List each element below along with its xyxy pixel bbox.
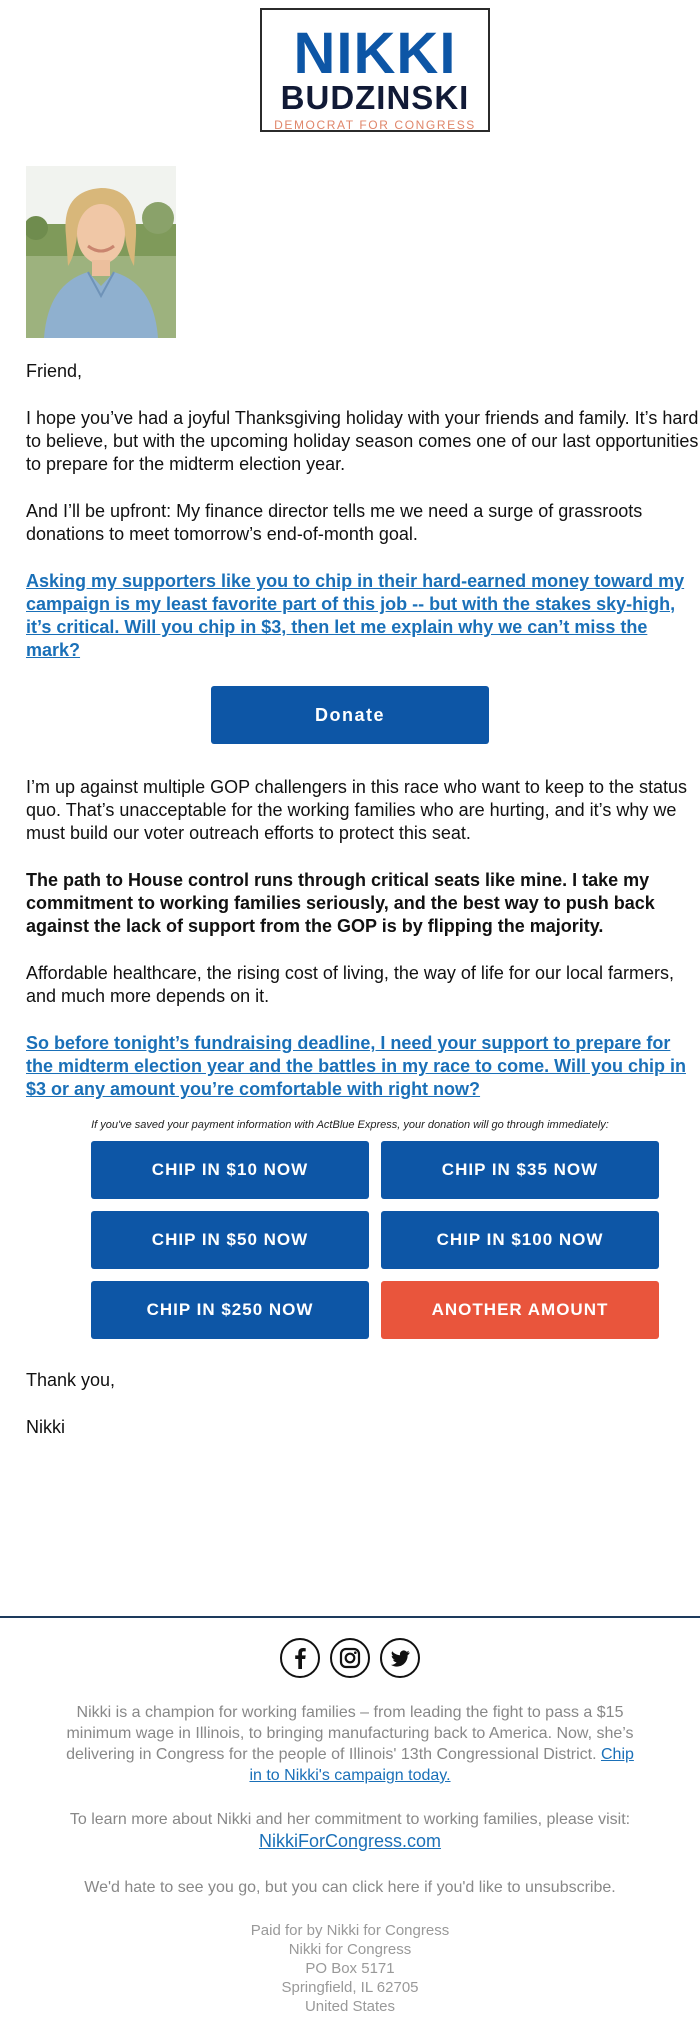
footer-learn-more (0, 1809, 700, 1853)
donate-button[interactable]: Donate (211, 686, 489, 744)
greeting: Friend, (26, 361, 83, 381)
twitter-icon[interactable] (380, 1638, 420, 1678)
logo-tagline: DEMOCRAT FOR CONGRESS (274, 118, 476, 132)
paragraph-healthcare: Affordable healthcare, the rising cost of living, the way of life for our local farmers, and much more depends on it. (26, 963, 674, 1006)
logo-first-name: NIKKI (293, 21, 457, 86)
paid-for-disclaimer (0, 1921, 700, 2016)
paid-for-line: Paid for by Nikki for Congress (250, 1922, 450, 1939)
footer (0, 1616, 700, 2029)
signoff-name: Nikki (26, 1417, 65, 1437)
logo-last-name: BUDZINSKI (280, 79, 470, 116)
city-line: Springfield, IL 62705 (281, 1979, 419, 1996)
another-amount-button[interactable]: ANOTHER AMOUNT (381, 1281, 659, 1339)
chip-50-button[interactable]: CHIP IN $50 NOW (91, 1211, 369, 1269)
po-box-line: PO Box 5171 (305, 1960, 395, 1977)
chip-100-button[interactable]: CHIP IN $100 NOW (381, 1211, 659, 1269)
paragraph-finance: And I’ll be upfront: My finance director tells me we need a surge of grassroots donations to meet tomorrow’s end-of-month goal. (26, 501, 643, 544)
actblue-note: If you've saved your payment information with ActBlue Express, your donation will go through immediately: (91, 1119, 609, 1131)
org-line: Nikki for Congress (288, 1941, 412, 1958)
chip-250-button[interactable]: CHIP IN $250 NOW (91, 1281, 369, 1339)
footer-blurb-text: Nikki is a champion for working families – from leading the fight to pass a $15 minimum wage in Illinois, to bringing manufacturing back to America. Now, she’s delivering in Congress for the people of Illinois' 13th Congressional District. (66, 1704, 634, 1763)
chip-in-link-2[interactable]: So before tonight’s fundraising deadline, I need your support to prepare for the midterm election year and the battles in my race to come. Will you chip in $3 or any amount you’re comfortable with right now? (26, 1033, 686, 1099)
learn-more-text: To learn more about Nikki and her commitment to working families, please visit: (69, 1811, 631, 1828)
facebook-icon[interactable] (280, 1638, 320, 1678)
footer-blurb (65, 1702, 635, 1786)
footer-chip-in-link[interactable]: Chip in to Nikki's campaign today. (249, 1746, 634, 1784)
instagram-icon[interactable] (330, 1638, 370, 1678)
paragraph-thanksgiving: I hope you’ve had a joyful Thanksgiving holiday with your friends and family. It’s hard to believe, but with the upcoming holiday season comes one of our last opportunities to prepare for the midterm election year. (26, 408, 699, 474)
country-line: United States (304, 1998, 396, 2015)
paragraph-challengers: I’m up against multiple GOP challengers in this race who want to keep to the status quo. That’s unacceptable for the working families who are hurting, and it’s why we must build our voter outreach efforts to protect this seat. (26, 777, 688, 843)
signoff-thanks: Thank you, (26, 1370, 116, 1390)
candidate-photo (26, 166, 176, 338)
chip-35-button[interactable]: CHIP IN $35 NOW (381, 1141, 659, 1199)
paragraph-house-control: The path to House control runs through critical seats like mine. I take my commitment to working families seriously, and the best way to push back against the lack of support from the GOP is by flipping the majority. (26, 870, 655, 936)
social-links (0, 1638, 700, 1678)
campaign-logo (260, 8, 490, 132)
unsubscribe-text[interactable]: We'd hate to see you go, but you can click here if you'd like to unsubscribe. (84, 1879, 616, 1896)
donation-button-grid (91, 1141, 659, 1339)
signoff (26, 1369, 115, 1463)
email-body (26, 360, 700, 1125)
campaign-site-link[interactable]: NikkiForCongress.com (258, 1831, 442, 1851)
chip-in-link-1[interactable]: Asking my supporters like you to chip in their hard-earned money toward my campaign is my least favorite part of this job -- but with the stakes sky-high, it’s critical. Will you chip in $3, then let me explain why we can’t miss the mark? (26, 571, 685, 660)
chip-10-button[interactable]: CHIP IN $10 NOW (91, 1141, 369, 1199)
